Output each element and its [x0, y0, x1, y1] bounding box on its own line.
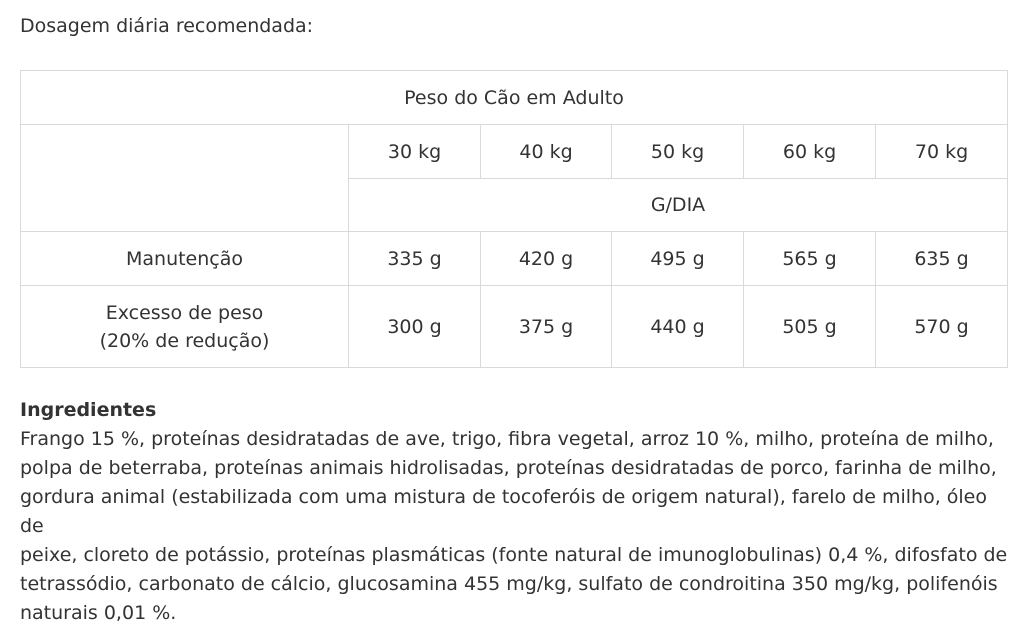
- weight-header-60kg: 60 kg: [744, 125, 876, 179]
- ingredients-line: naturais 0,01 %.: [20, 602, 177, 624]
- table-cell: 505 g: [744, 286, 876, 368]
- ingredients-line: peixe, cloreto de potássio, proteínas plasmáticas (fonte natural de imunoglobulinas) 0,4 %, difosfato de: [20, 544, 1008, 566]
- table-cell: 565 g: [744, 232, 876, 286]
- table-cell: 635 g: [876, 232, 1008, 286]
- unit-header: G/DIA: [349, 179, 1008, 232]
- weight-header-30kg: 30 kg: [349, 125, 481, 179]
- dosage-table: [20, 70, 1008, 368]
- ingredients-line: tetrassódio, carbonato de cálcio, glucosamina 455 mg/kg, sulfato de condroitina 350 mg/kg, polifenóis: [20, 573, 998, 595]
- row-label-line: Excesso de peso: [105, 301, 264, 324]
- weight-header-40kg: 40 kg: [481, 125, 612, 179]
- table-cell: 420 g: [481, 232, 612, 286]
- table-cell: 440 g: [612, 286, 744, 368]
- row-label-maintenance: [21, 232, 349, 286]
- row-label-line: Manutenção: [125, 247, 243, 270]
- table-cell: 300 g: [349, 286, 481, 368]
- ingredients-line: gordura animal (estabilizada com uma mistura de tocoferóis de origem natural), farelo de milho, óleo de: [20, 486, 987, 537]
- ingredients-title: Ingredientes: [20, 399, 157, 421]
- empty-corner-cell: [21, 125, 349, 232]
- table-cell: 495 g: [612, 232, 744, 286]
- table-cell: 570 g: [876, 286, 1008, 368]
- row-label-line: (20% de redução): [99, 329, 270, 352]
- table-row: [21, 286, 1008, 368]
- table-header-dog-weight: Peso do Cão em Adulto: [21, 71, 1008, 125]
- ingredients-section: [20, 396, 1010, 628]
- weight-header-70kg: 70 kg: [876, 125, 1008, 179]
- weight-header-50kg: 50 kg: [612, 125, 744, 179]
- ingredients-line: Frango 15 %, proteínas desidratadas de ave, trigo, fibra vegetal, arroz 10 %, milho, proteína de milho,: [20, 428, 994, 450]
- table-row: [21, 232, 1008, 286]
- dosage-heading: Dosagem diária recomendada:: [20, 15, 314, 37]
- row-label-overweight: [21, 286, 349, 368]
- ingredients-line: polpa de beterraba, proteínas animais hidrolisadas, proteínas desidratadas de porco, farinha de milho,: [20, 457, 997, 479]
- table-cell: 335 g: [349, 232, 481, 286]
- table-cell: 375 g: [481, 286, 612, 368]
